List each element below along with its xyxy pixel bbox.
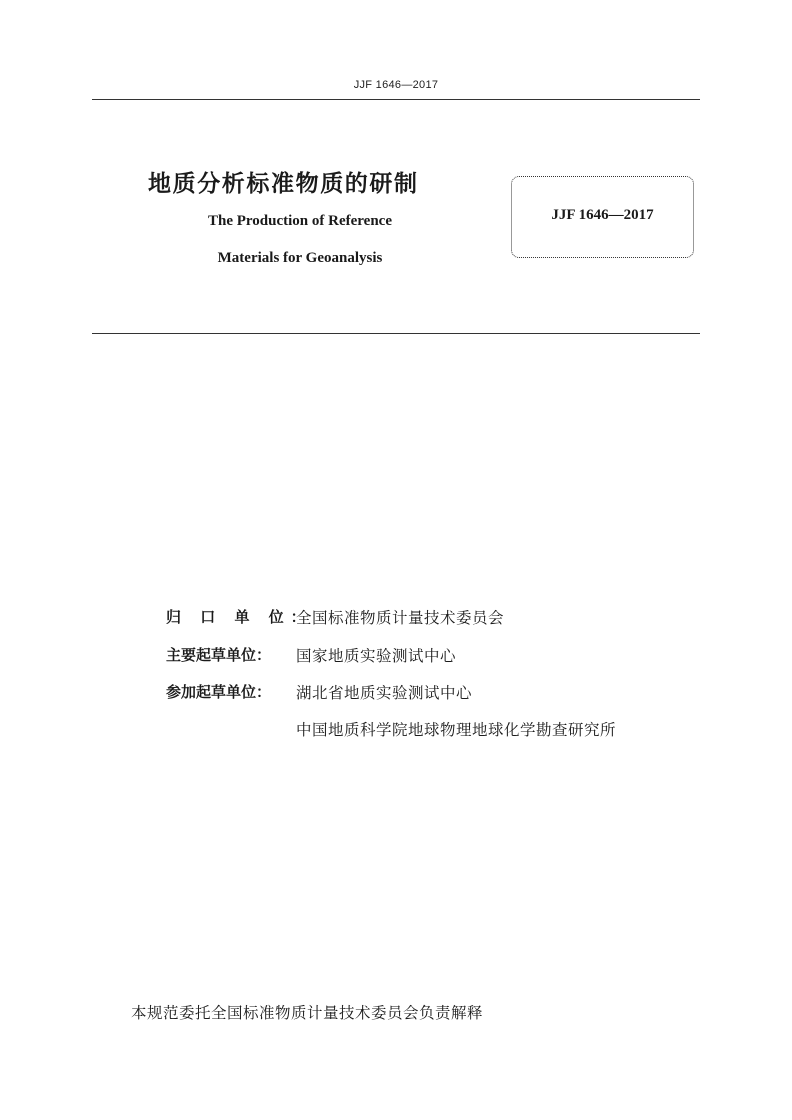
participating-drafter-value-2: 中国地质科学院地球物理地球化学勘查研究所 xyxy=(296,721,617,739)
main-drafter-value: 国家地质实验测试中心 xyxy=(296,647,457,665)
title-english-line-1: The Production of Reference xyxy=(208,213,392,229)
main-drafter-label: 主要起草单位： xyxy=(166,646,272,664)
info-row-main-drafter xyxy=(166,644,456,668)
header-rule xyxy=(92,99,700,100)
document-code-box-text: JJF 1646—2017 xyxy=(551,207,654,223)
header-document-code: JJF 1646—2017 xyxy=(353,79,439,91)
info-row-participating-drafter xyxy=(166,681,472,705)
title-english-line-2: Materials for Geoanalysis xyxy=(217,250,383,266)
interpretation-note: 本规范委托全国标准物质计量技术委员会负责解释 xyxy=(131,1004,484,1022)
participating-drafter-label: 参加起草单位： xyxy=(166,683,272,701)
participating-drafter-value-1: 湖北省地质实验测试中心 xyxy=(296,684,473,702)
responsible-unit-label: 归 口 单 位： xyxy=(166,608,313,626)
title-chinese: 地质分析标准物质的研制 xyxy=(148,171,419,197)
title-section-rule xyxy=(92,333,700,334)
responsible-unit-value: 全国标准物质计量技术委员会 xyxy=(296,609,505,627)
info-row-participating-drafter-2 xyxy=(296,718,616,742)
document-code-box xyxy=(511,176,694,258)
info-row-responsible-unit xyxy=(166,606,504,630)
